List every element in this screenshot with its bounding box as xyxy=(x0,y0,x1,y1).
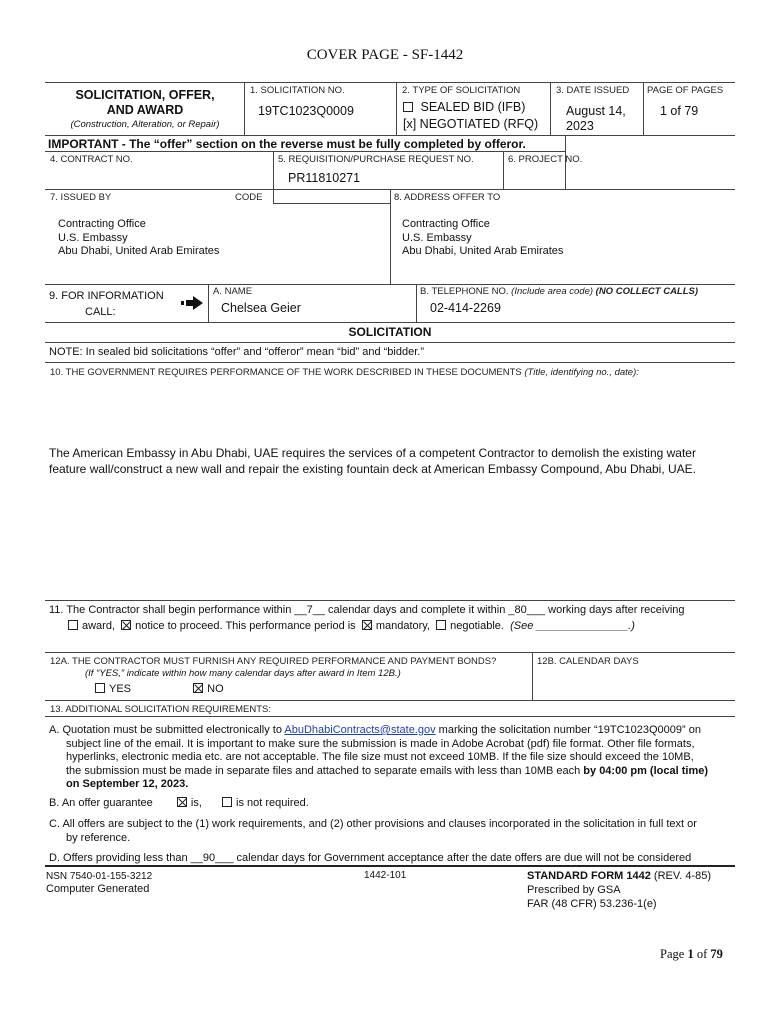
bonds-no-checkbox[interactable] xyxy=(193,683,203,693)
address-offer-line3: Abu Dhabi, United Arab Emirates xyxy=(402,245,564,257)
vline-box3-left xyxy=(550,82,551,135)
box9-label xyxy=(49,288,164,320)
prescribed-by: Prescribed by GSA xyxy=(527,884,621,896)
page-number-current: 1 xyxy=(687,947,694,961)
award-checkbox[interactable] xyxy=(68,620,78,630)
footer-right xyxy=(527,869,711,911)
box9b-label-bold: (NO COLLECT CALLS) xyxy=(595,286,699,297)
award-label: award, xyxy=(82,620,116,632)
negotiated-option: [x] NEGOTIATED (RFQ) xyxy=(403,117,539,131)
box3-label: 3. DATE ISSUED xyxy=(556,85,630,96)
standard-form-rev: (REV. 4-85) xyxy=(650,870,711,882)
sealed-bid-checkbox[interactable] xyxy=(403,102,413,112)
item13-a-line4 xyxy=(49,765,739,779)
item12a-sub: (If “YES,” indicate within how many calendar days after award in Item 12B.) xyxy=(85,668,401,679)
item13-a-line5: on September 12, 2023. xyxy=(66,778,189,790)
sealed-bid-note: NOTE: In sealed bid solicitations “offer” and “offeror” mean “bid” and “bidder.” xyxy=(49,346,424,358)
box9-label-line2: CALL: xyxy=(85,306,116,318)
guarantee-is-label: is, xyxy=(190,797,202,809)
item13-a-prefix: A. Quotation must be submitted electronically to xyxy=(49,724,282,736)
page-number-total: 79 xyxy=(710,947,723,961)
vline-box5-left xyxy=(273,151,274,203)
guarantee-not-required-label: is not required. xyxy=(236,797,309,809)
item13-a-line2: subject line of the email. It is important to make sure the submission is made in Adobe Acrobat (pdf) file format. Other file formats, xyxy=(66,737,695,750)
notice-to-proceed-checkbox[interactable] xyxy=(121,620,131,630)
rule-item12-top xyxy=(45,652,735,653)
sealed-bid-label: SEALED BID (IFB) xyxy=(420,100,526,114)
item13-a xyxy=(49,724,739,792)
rule-note-top xyxy=(45,342,735,343)
box6-label: 6. PROJECT NO. xyxy=(508,154,583,165)
sealed-bid-option[interactable] xyxy=(403,100,525,114)
issued-by-line1: Contracting Office xyxy=(58,218,146,230)
vline-box1-left xyxy=(244,82,245,135)
rule-important-top xyxy=(45,135,735,136)
rule-note-bottom xyxy=(45,362,735,363)
address-offer-line1: Contracting Office xyxy=(402,218,490,230)
box5-label: 5. REQUISITION/PURCHASE REQUEST NO. xyxy=(278,154,474,165)
item13-a-line1 xyxy=(49,724,739,738)
contact-telephone: 02-414-2269 xyxy=(430,301,501,315)
arrow-right-icon xyxy=(181,295,205,311)
box8-label: 8. ADDRESS OFFER TO xyxy=(394,192,501,203)
item11-text: 11. The Contractor shall begin performance within __7__ calendar days and complete it within _80___ working days after receiving xyxy=(49,604,685,616)
form-top-border xyxy=(45,82,735,83)
rule-item11-top xyxy=(45,600,735,601)
item13-a-line3: hyperlinks, electronic media etc. are not acceptable. The file size must not exceed 10MB. If the file size should exceed the 10MB, xyxy=(66,751,694,763)
bonds-no-label: NO xyxy=(207,683,224,695)
address-offer-to xyxy=(402,218,563,259)
bonds-yes-checkbox[interactable] xyxy=(95,683,105,693)
item13-a-line4-start: the submission must be made in separate files and attached to separate emails with less than 10MB each xyxy=(66,764,584,777)
box7-label: 7. ISSUED BY xyxy=(50,192,112,203)
guarantee-is-checkbox[interactable] xyxy=(177,797,187,807)
work-description xyxy=(49,446,696,477)
requisition-number: PR11810271 xyxy=(288,171,361,185)
item13-d: D. Offers providing less than __90___ calendar days for Government acceptance after the date offers are due will not be considered xyxy=(49,852,692,864)
solicitation-number: 19TC1023Q0009 xyxy=(258,104,354,118)
box2-label: 2. TYPE OF SOLICITATION xyxy=(402,85,521,96)
address-offer-line2: U.S. Embassy xyxy=(402,231,472,244)
rule-item13-under xyxy=(45,716,735,717)
box1-label: 1. SOLICITATION NO. xyxy=(250,85,345,96)
box9-label-line1: 9. FOR INFORMATION xyxy=(49,290,164,302)
work-description-line1: The American Embassy in Abu Dhabi, UAE requires the services of a competent Contractor to demolish the existing water xyxy=(49,446,696,460)
contracts-email-link[interactable]: AbuDhabiContracts@state.gov xyxy=(284,724,436,736)
box9a-label: A. NAME xyxy=(213,286,253,297)
item10-label-italic: (Title, identifying no., date): xyxy=(524,367,639,378)
important-notice: IMPORTANT - The “offer” section on the reverse must be fully completed by offeror. xyxy=(48,137,526,151)
notice-label: notice to proceed. This performance period is xyxy=(135,620,356,632)
item13-b xyxy=(49,797,309,811)
date-issued-line2: 2023 xyxy=(566,119,594,133)
negotiable-checkbox[interactable] xyxy=(436,620,446,630)
item11-options xyxy=(68,620,635,632)
pages-label: PAGE OF PAGES xyxy=(647,85,724,96)
nsn-number: NSN 7540-01-155-3212 xyxy=(46,871,153,882)
vline-box6-left xyxy=(503,151,504,189)
box7-code-label: CODE xyxy=(235,192,263,203)
bonds-options xyxy=(95,683,224,695)
form-title-line3: (Construction, Alteration, or Repair) xyxy=(70,119,220,130)
box4-label: 4. CONTRACT NO. xyxy=(50,154,133,165)
vline-box8-left xyxy=(390,189,391,284)
negotiable-label: negotiable. xyxy=(450,620,504,632)
box9b-label xyxy=(420,286,698,297)
rule-box4-top xyxy=(45,151,565,152)
mandatory-label: mandatory, xyxy=(375,620,431,632)
pages-value: 1 of 79 xyxy=(660,104,699,118)
page-number-prefix: Page xyxy=(660,947,688,961)
page-number xyxy=(660,947,723,962)
rule-box9-top xyxy=(45,284,735,285)
rule-box5-under xyxy=(273,203,391,204)
computer-generated: Computer Generated xyxy=(46,883,150,895)
contact-name: Chelsea Geier xyxy=(221,301,301,315)
work-description-line2: feature wall/construct a new wall and repair the existing fountain deck at American Embassy Compound, Abu Dhabi, UAE. xyxy=(49,461,697,476)
item10-label xyxy=(50,367,639,378)
item12b-label: 12B. CALENDAR DAYS xyxy=(537,656,639,667)
vline-box2-left xyxy=(396,82,397,135)
standard-form-number xyxy=(527,869,711,883)
form-title-line1: SOLICITATION, OFFER, xyxy=(75,88,215,102)
rule-solicitation-top xyxy=(45,322,735,323)
item13-a-line1-rest: marking the solicitation number “19TC1023Q0009” on xyxy=(435,724,701,736)
issued-by-line2: U.S. Embassy xyxy=(58,231,128,244)
issued-by-line3: Abu Dhabi, United Arab Emirates xyxy=(58,245,220,257)
vline-item12b-left xyxy=(532,652,533,700)
form-title-line2: AND AWARD xyxy=(106,103,184,117)
item13-c xyxy=(49,818,739,845)
date-issued xyxy=(566,104,626,134)
item13-b-prefix: B. An offer guarantee xyxy=(49,797,153,809)
guarantee-not-required-checkbox[interactable] xyxy=(222,797,232,807)
see-reference: (See _______________.) xyxy=(510,620,635,632)
bonds-yes-label: YES xyxy=(109,683,132,695)
standard-form-bold: STANDARD FORM 1442 xyxy=(527,870,651,882)
page-header-title: COVER PAGE - SF-1442 xyxy=(306,47,464,63)
page-number-of: of xyxy=(693,947,711,961)
item10-label-text: 10. THE GOVERNMENT REQUIRES PERFORMANCE OF THE WORK DESCRIBED IN THESE DOCUMENTS xyxy=(50,367,522,378)
issued-by-address xyxy=(58,218,219,259)
item13-c-line2: by reference. xyxy=(66,831,131,844)
form-title xyxy=(48,88,242,131)
date-issued-line1: August 14, xyxy=(566,104,626,118)
vline-box9b-left xyxy=(416,284,417,322)
form-code: 1442-101 xyxy=(364,870,407,881)
mandatory-checkbox[interactable] xyxy=(362,620,372,630)
item13-label: 13. ADDITIONAL SOLICITATION REQUIREMENTS: xyxy=(50,704,272,715)
box9b-label-text: B. TELEPHONE NO. xyxy=(420,286,509,297)
rule-item13-top xyxy=(45,700,735,701)
box9b-label-italic: (Include area code) xyxy=(511,286,594,297)
vline-pages-left xyxy=(643,82,644,135)
item12a-label: 12A. THE CONTRACTOR MUST FURNISH ANY REQUIRED PERFORMANCE AND PAYMENT BONDS? xyxy=(50,656,497,667)
item13-a-line4-bold: by 04:00 pm (local time) xyxy=(583,764,709,777)
solicitation-heading: SOLICITATION xyxy=(348,325,432,339)
item13-c-line1: C. All offers are subject to the (1) work requirements, and (2) other provisions and clauses incorporated in the solicitation in full text or xyxy=(49,818,697,830)
vline-box9a-left xyxy=(208,284,209,322)
footer-left xyxy=(46,870,152,896)
far-reference: FAR (48 CFR) 53.236-1(e) xyxy=(527,898,657,910)
